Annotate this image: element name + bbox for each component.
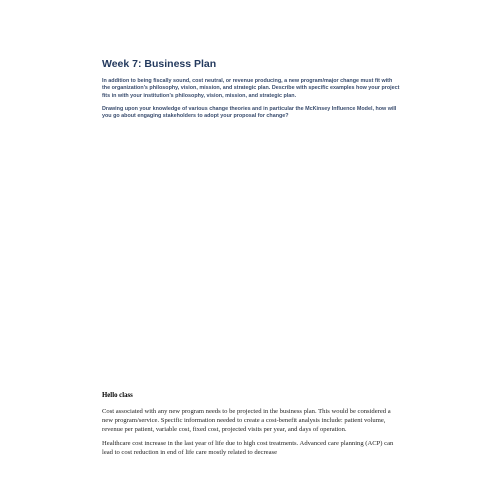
response-paragraph: Cost associated with any new program needs to be projected in the business plan. This would be considered a new program/service. Specific information needed to create a cost-benefit analysis include: patient volume, revenue per patient, variable cost, fixed cost, projected visits per year, and days of operation.	[102, 408, 391, 434]
prompt-paragraph: Drawing upon your knowledge of various change theories and in particular the McKinsey Influence Model, how will you go about engaging stakeholders to adopt your proposal for change?	[102, 105, 397, 120]
response-paragraph: Healthcare cost increase in the last year of life due to high cost treatments. Advanced care planning (ACP) can lead to cost reduction in end of life care mostly related to decrease	[102, 439, 394, 456]
page-title: Week 7: Business Plan	[102, 58, 217, 70]
assignment-prompt-section	[102, 58, 400, 126]
prompt-paragraph: In addition to being fiscally sound, cost neutral, or revenue producing, a new program/major change must fit with the organization’s philosophy, vision, mission, and strategic plan. Describe with specific examples how your project fits in with your institution’s philosophy, vision, mission, and strategic plan.	[102, 78, 400, 99]
greeting: Hello class	[102, 392, 133, 399]
response-section	[102, 392, 400, 461]
